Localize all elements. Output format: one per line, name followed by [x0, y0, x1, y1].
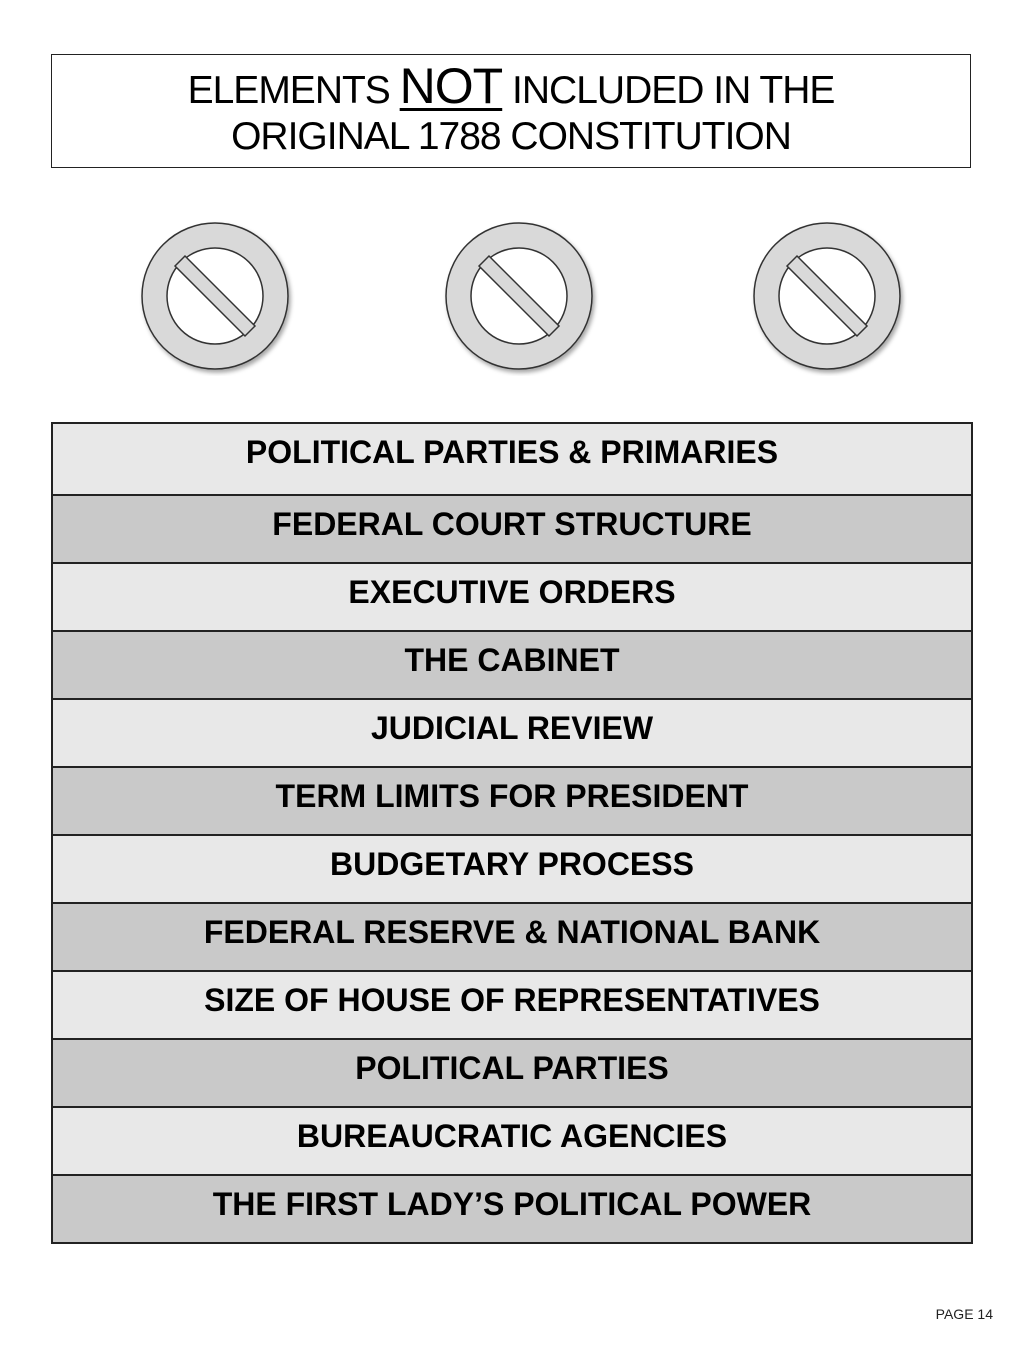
table-row: [53, 494, 971, 562]
table-row: [53, 970, 971, 1038]
row-label: THE CABINET: [404, 642, 620, 678]
table-row: [53, 766, 971, 834]
row-label: BUDGETARY PROCESS: [330, 846, 694, 882]
elements-table: [51, 422, 973, 1244]
table-row: [53, 1038, 971, 1106]
page-title-box: [51, 54, 971, 168]
row-label: TERM LIMITS FOR PRESIDENT: [275, 778, 749, 814]
table-row: [53, 698, 971, 766]
title-emphasis-not: NOT: [399, 57, 503, 114]
table-row: [53, 834, 971, 902]
table-row: [53, 424, 971, 494]
row-label: FEDERAL RESERVE & NATIONAL BANK: [203, 914, 821, 950]
table-row: [53, 1174, 971, 1242]
row-label: EXECUTIVE ORDERS: [348, 574, 676, 610]
row-label: THE FIRST LADY’S POLITICAL POWER: [212, 1186, 812, 1222]
page-number: PAGE 14: [935, 1306, 993, 1322]
page-title-line-2: ORIGINAL 1788 CONSTITUTION: [231, 114, 791, 158]
prohibition-icon: [139, 220, 295, 376]
title-part-2: INCLUDED IN THE: [502, 68, 835, 112]
prohibition-icons-row: [0, 220, 1024, 380]
title-part-1: ELEMENTS: [187, 68, 400, 112]
row-label: POLITICAL PARTIES: [355, 1050, 669, 1086]
row-label: SIZE OF HOUSE OF REPRESENTATIVES: [204, 982, 820, 1018]
table-row: [53, 562, 971, 630]
prohibition-icon: [751, 220, 907, 376]
table-row: [53, 902, 971, 970]
row-label: POLITICAL PARTIES & PRIMARIES: [245, 434, 779, 470]
row-label: FEDERAL COURT STRUCTURE: [272, 506, 752, 542]
table-row: [53, 630, 971, 698]
row-label: JUDICIAL REVIEW: [370, 710, 654, 746]
row-label: BUREAUCRATIC AGENCIES: [296, 1118, 728, 1154]
table-row: [53, 1106, 971, 1174]
page-title-line-1: [187, 57, 835, 114]
prohibition-icon: [443, 220, 599, 376]
